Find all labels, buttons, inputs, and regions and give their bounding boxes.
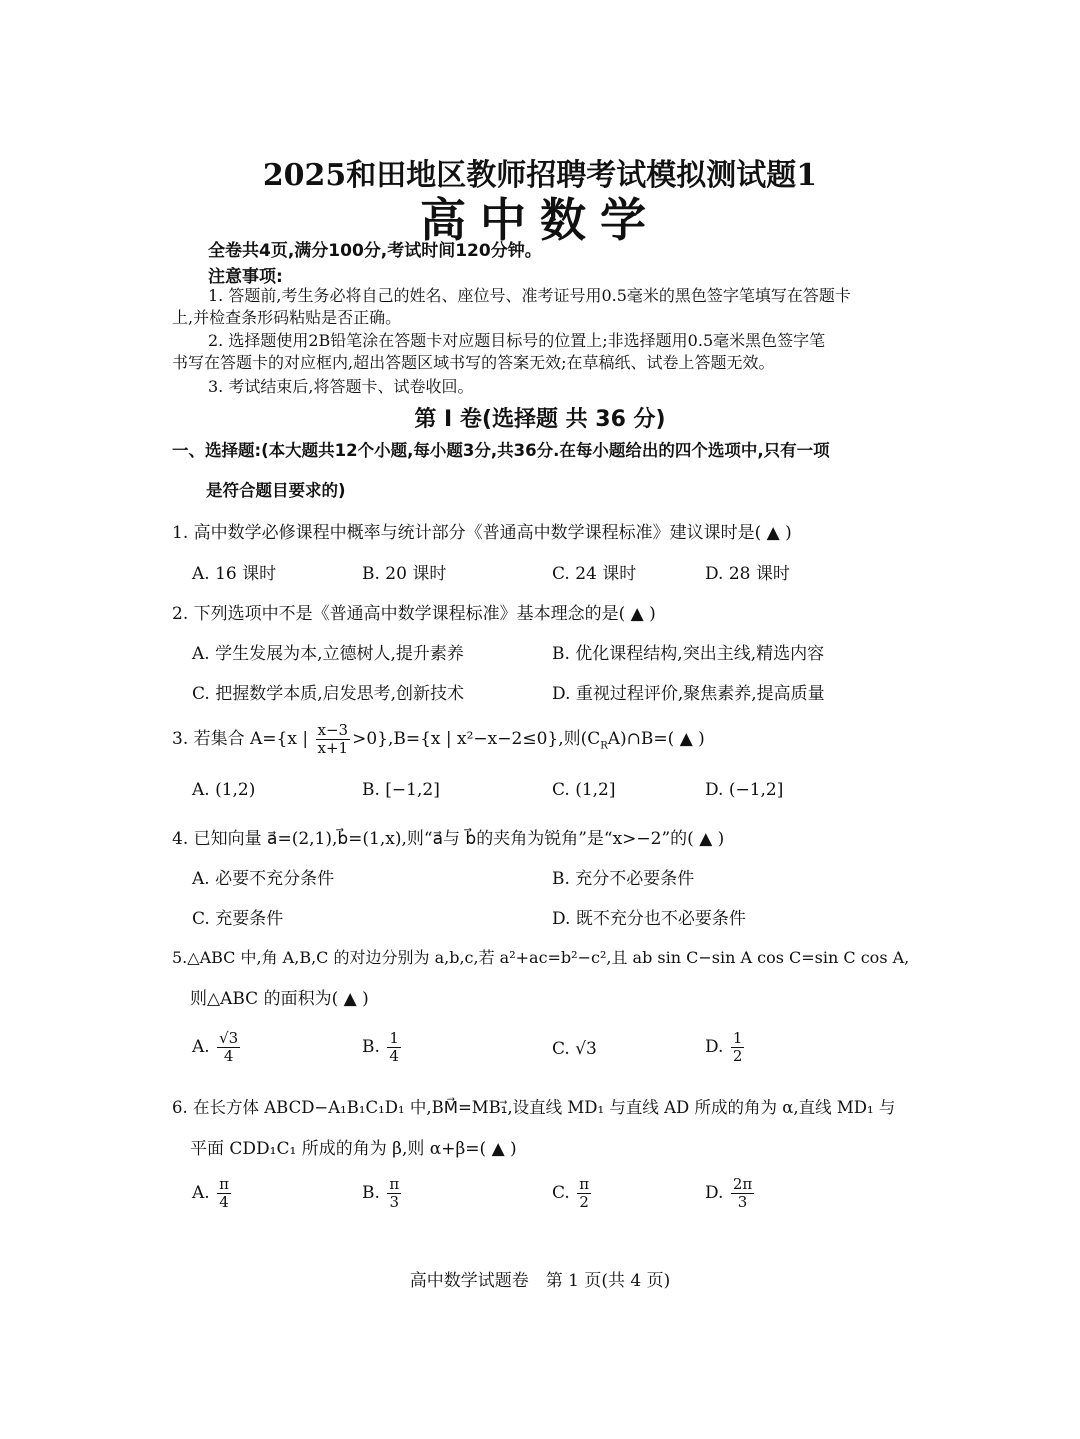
question-6-option-a-fraction [217, 1176, 231, 1211]
notice-heading: 注意事项: [208, 267, 283, 287]
question-5-option-c-label: C. [552, 1039, 570, 1059]
question-3-stem [172, 722, 705, 757]
question-1-option-a: A. 16 课时 [192, 564, 277, 584]
notice-line-4: 书写在答题卡的对应框内,超出答题区域书写的答案无效;在草稿纸、试卷上答题无效。 [172, 353, 775, 372]
question-2-option-a: A. 学生发展为本,立德树人,提升素养 [192, 644, 464, 664]
question-3-fraction [316, 722, 351, 757]
question-6-option-d-den: 3 [737, 1193, 748, 1211]
notice-line-5: 3. 考试结束后,将答题卡、试卷收回。 [208, 377, 474, 396]
question-1-stem: 1. 高中数学必修课程中概率与统计部分《普通高中数学课程标准》建议课时是( ▲ ) [172, 523, 792, 543]
question-6-option-d-fraction [731, 1176, 754, 1211]
question-5-option-b-fraction [387, 1030, 401, 1065]
question-2-option-b: B. 优化课程结构,突出主线,精选内容 [552, 644, 825, 664]
question-6-option-a-den: 4 [219, 1193, 229, 1211]
question-6-option-a-num: π [219, 1175, 229, 1193]
question-5-option-d-den: 2 [732, 1047, 743, 1065]
question-5-option-b-den: 4 [389, 1047, 399, 1065]
question-6-option-b-den: 3 [389, 1193, 400, 1211]
question-5-option-a-num: √3 [219, 1029, 239, 1047]
notice-line-2: 上,并检查条形码粘贴是否正确。 [172, 308, 402, 327]
question-5-option-a [192, 1030, 242, 1065]
question-6-option-b-label: B. [362, 1183, 380, 1203]
question-6-option-b [362, 1176, 403, 1211]
part-instruction-line-2: 是符合题目要求的) [206, 481, 346, 500]
question-6-line-2: 平面 CDD₁C₁ 所成的角为 β,则 α+β=( ▲ ) [190, 1139, 517, 1159]
question-3-subscript: R [600, 740, 608, 752]
question-5-line-1: 5.△ABC 中,角 A,B,C 的对边分别为 a,b,c,若 a²+ac=b²−c²,且 ab sin C−sin A cos C=sin C cos A, [172, 948, 910, 967]
question-2-option-d: D. 重视过程评价,聚焦素养,提高质量 [552, 684, 825, 704]
question-5-option-d-fraction [731, 1030, 745, 1065]
question-3-suffix: >0},B={x | x²−x−2≤0},则(C [352, 729, 601, 749]
question-5-option-b-num: 1 [389, 1029, 399, 1047]
notice-line-3: 2. 选择题使用2B铅笔涂在答题卡对应题目标号的位置上;非选择题用0.5毫米黑色签字笔 [208, 331, 826, 350]
question-5-option-c [552, 1039, 597, 1059]
subject-title: 高中数学 [420, 193, 660, 247]
question-5-option-b-label: B. [362, 1037, 380, 1057]
question-4-option-c: C. 充要条件 [192, 909, 284, 929]
question-3-tail: A)∩B=( ▲ ) [607, 729, 705, 749]
question-4-option-b: B. 充分不必要条件 [552, 869, 695, 889]
question-3-option-c: C. (1,2] [552, 780, 616, 800]
exam-intro: 全卷共4页,满分100分,考试时间120分钟。 [208, 241, 542, 261]
question-5-option-d-num: 1 [732, 1029, 743, 1047]
question-6-option-d-num: 2π [732, 1175, 753, 1193]
question-6-option-c-num: π [579, 1175, 590, 1193]
question-5-option-b [362, 1030, 403, 1065]
question-5-option-c-value: √3 [575, 1039, 597, 1059]
question-5-option-d-label: D. [705, 1037, 724, 1057]
question-3-fraction-den: x+1 [317, 739, 349, 757]
question-4-option-a: A. 必要不充分条件 [192, 869, 335, 889]
question-5-line-2: 则△ABC 的面积为( ▲ ) [190, 989, 369, 1009]
question-2-stem: 2. 下列选项中不是《普通高中数学课程标准》基本理念的是( ▲ ) [172, 604, 656, 624]
question-6-option-c [552, 1176, 593, 1211]
question-3-option-b: B. [−1,2] [362, 780, 440, 800]
exam-title: 2025和田地区教师招聘考试模拟测试题1 [262, 158, 818, 193]
question-6-option-b-fraction [387, 1176, 401, 1211]
question-2-option-c: C. 把握数学本质,启发思考,创新技术 [192, 684, 465, 704]
question-1-option-b: B. 20 课时 [362, 564, 447, 584]
question-4-stem: 4. 已知向量 a⃗=(2,1),b⃗=(1,x),则“a⃗与 b⃗的夹角为锐角”是“x>−2”的( ▲ ) [172, 829, 725, 849]
question-5-option-a-fraction [217, 1030, 240, 1065]
question-3-fraction-num: x−3 [317, 721, 349, 739]
question-6-option-b-num: π [389, 1175, 400, 1193]
notice-line-1: 1. 答题前,考生务必将自己的姓名、座位号、准考证号用0.5毫米的黑色签字笔填写在答题卡 [208, 286, 851, 305]
section-heading: 第 Ⅰ 卷(选择题 共 36 分) [414, 407, 666, 432]
question-3-option-d: D. (−1,2] [705, 780, 784, 800]
question-3-prefix: 3. 若集合 A={x | [172, 729, 314, 749]
question-6-option-d [705, 1176, 756, 1211]
question-5-option-a-den: 4 [223, 1047, 234, 1065]
page-footer: 高中数学试题卷 第 1 页(共 4 页) [409, 1271, 671, 1291]
question-5-option-a-label: A. [192, 1037, 210, 1057]
question-6-option-a-label: A. [192, 1183, 210, 1203]
question-5-option-d [705, 1030, 746, 1065]
question-6-option-c-fraction [577, 1176, 591, 1211]
question-6-option-a [192, 1176, 233, 1211]
question-6-option-d-label: D. [705, 1183, 724, 1203]
question-6-option-c-den: 2 [579, 1193, 589, 1211]
part-instruction-line-1: 一、选择题:(本大题共12个小题,每小题3分,共36分.在每小题给出的四个选项中,只有一项 [172, 441, 830, 460]
question-1-option-d: D. 28 课时 [705, 564, 790, 584]
question-1-option-c: C. 24 课时 [552, 564, 637, 584]
question-4-option-d: D. 既不充分也不必要条件 [552, 909, 746, 929]
question-6-option-c-label: C. [552, 1183, 570, 1203]
question-3-option-a: A. (1,2) [192, 780, 256, 800]
question-6-line-1: 6. 在长方体 ABCD−A₁B₁C₁D₁ 中,BM⃗=MB₁⃗,设直线 MD₁ 与直线 AD 所成的角为 α,直线 MD₁ 与 [172, 1098, 896, 1117]
